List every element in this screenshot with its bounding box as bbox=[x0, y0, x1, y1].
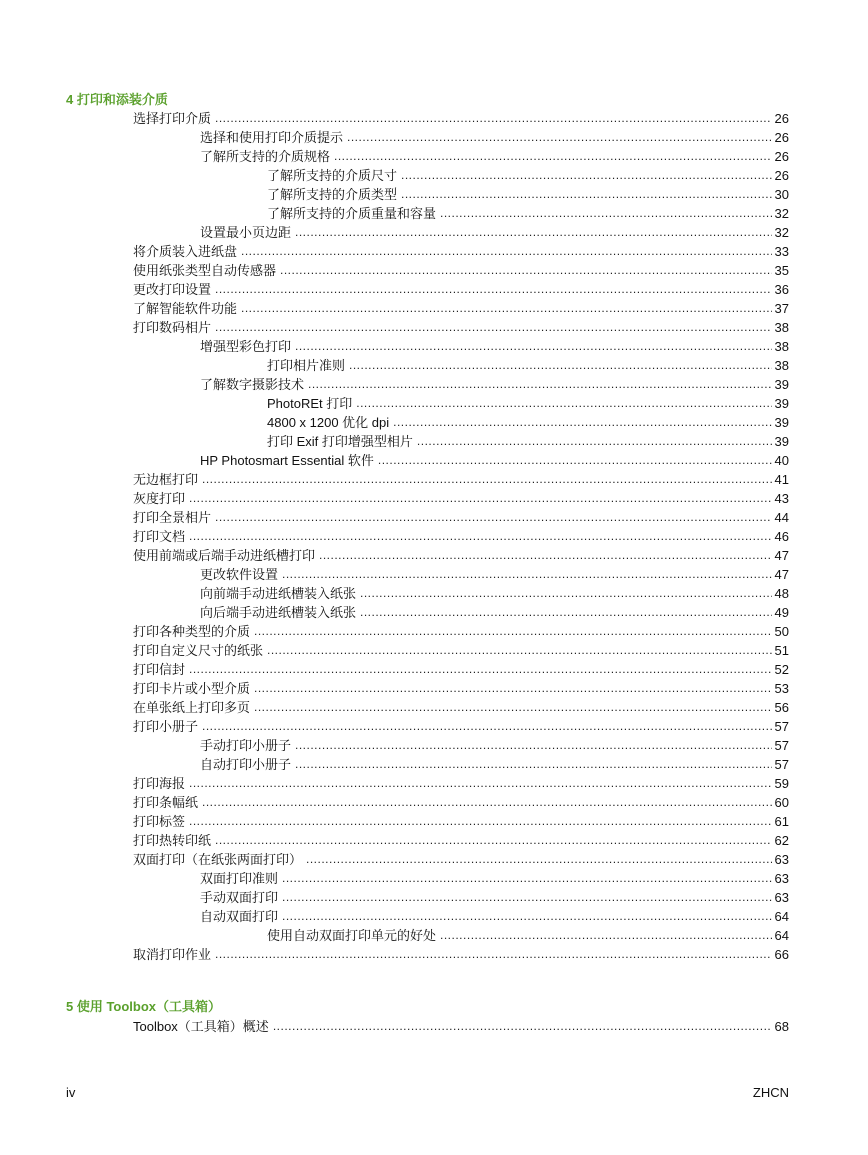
toc-entry[interactable] bbox=[267, 924, 789, 943]
chapter-4-heading: 4 打印和添装介质 bbox=[66, 92, 168, 107]
toc-entry-title: 无边框打印 bbox=[133, 472, 199, 487]
dot-leader bbox=[417, 434, 772, 449]
dot-leader bbox=[215, 510, 772, 525]
toc-entry-title: HP Photosmart Essential 软件 bbox=[200, 453, 374, 468]
dot-leader bbox=[319, 548, 772, 563]
toc-entry[interactable] bbox=[133, 677, 789, 696]
toc-entry-title: 了解所支持的介质尺寸 bbox=[267, 168, 398, 183]
toc-entry[interactable] bbox=[133, 829, 789, 848]
toc-entry[interactable] bbox=[133, 316, 789, 335]
toc-entry[interactable] bbox=[133, 1015, 789, 1034]
toc-entry-page: 35 bbox=[774, 263, 789, 278]
dot-leader bbox=[306, 852, 772, 867]
dot-leader bbox=[202, 472, 772, 487]
dot-leader bbox=[215, 320, 772, 335]
toc-entry[interactable] bbox=[133, 278, 789, 297]
toc-entry-page: 26 bbox=[774, 130, 789, 145]
toc-entry-page: 59 bbox=[774, 776, 789, 791]
dot-leader bbox=[401, 187, 772, 202]
dot-leader bbox=[202, 795, 772, 810]
toc-entry-title: 4800 x 1200 优化 dpi bbox=[267, 415, 390, 430]
toc-entry[interactable] bbox=[133, 658, 789, 677]
toc-entry[interactable] bbox=[267, 392, 789, 411]
dot-leader bbox=[241, 244, 772, 259]
toc-entry[interactable] bbox=[133, 259, 789, 278]
toc-entry-page: 26 bbox=[774, 168, 789, 183]
toc-entry[interactable] bbox=[200, 335, 789, 354]
dot-leader bbox=[356, 396, 771, 411]
toc-entry-title: 使用前端或后端手动进纸槽打印 bbox=[133, 548, 316, 563]
dot-leader bbox=[254, 624, 772, 639]
toc-entry-page: 46 bbox=[774, 529, 789, 544]
toc-entry[interactable] bbox=[200, 126, 789, 145]
toc-entry-page: 63 bbox=[774, 871, 789, 886]
toc-entry-page: 61 bbox=[774, 814, 789, 829]
toc-entry-title: 自动双面打印 bbox=[200, 909, 279, 924]
toc-entry[interactable] bbox=[133, 943, 789, 962]
toc-entry-title: 打印小册子 bbox=[133, 719, 199, 734]
toc-entry-title: 将介质装入进纸盘 bbox=[133, 244, 238, 259]
footer-locale: ZHCN bbox=[752, 1085, 789, 1100]
toc-entry-page: 39 bbox=[774, 377, 789, 392]
dot-leader bbox=[295, 738, 772, 753]
toc-entry-title: 了解智能软件功能 bbox=[133, 301, 238, 316]
toc-entry-title: 打印卡片或小型介质 bbox=[133, 681, 251, 696]
toc-entry-title: 了解所支持的介质类型 bbox=[267, 187, 398, 202]
toc-entry-page: 37 bbox=[774, 301, 789, 316]
dot-leader bbox=[189, 776, 772, 791]
toc-entry[interactable] bbox=[200, 449, 789, 468]
toc-entry-title: 双面打印（在纸张两面打印） bbox=[133, 852, 303, 867]
toc-entry[interactable] bbox=[200, 221, 789, 240]
toc-entry-title: 打印全景相片 bbox=[133, 510, 212, 525]
toc-entry-page: 57 bbox=[774, 738, 789, 753]
dot-leader bbox=[189, 491, 772, 506]
toc-entry-page: 57 bbox=[774, 719, 789, 734]
dot-leader bbox=[282, 890, 772, 905]
toc-entry[interactable] bbox=[133, 297, 789, 316]
dot-leader bbox=[360, 605, 772, 620]
toc-entry-page: 38 bbox=[774, 358, 789, 373]
dot-leader bbox=[254, 681, 772, 696]
dot-leader bbox=[215, 282, 772, 297]
toc-entry-title: 使用自动双面打印单元的好处 bbox=[267, 928, 437, 943]
dot-leader bbox=[401, 168, 772, 183]
toc-entry-page: 40 bbox=[774, 453, 789, 468]
dot-leader bbox=[282, 567, 772, 582]
toc-entry-title: 打印标签 bbox=[133, 814, 186, 829]
toc-entry-title: 打印数码相片 bbox=[133, 320, 212, 335]
toc-entry[interactable] bbox=[200, 145, 789, 164]
toc-entry-page: 66 bbox=[774, 947, 789, 962]
toc-entry-page: 56 bbox=[774, 700, 789, 715]
dot-leader bbox=[215, 947, 772, 962]
toc-entry-title: 自动打印小册子 bbox=[200, 757, 292, 772]
toc-entry-page: 38 bbox=[774, 339, 789, 354]
toc-entry[interactable] bbox=[133, 639, 789, 658]
dot-leader bbox=[282, 909, 772, 924]
dot-leader bbox=[295, 757, 772, 772]
toc-entry-page: 63 bbox=[774, 852, 789, 867]
toc-entry-page: 39 bbox=[774, 415, 789, 430]
dot-leader bbox=[440, 928, 772, 943]
dot-leader bbox=[280, 263, 772, 278]
dot-leader bbox=[267, 643, 772, 658]
toc-entry-page: 41 bbox=[774, 472, 789, 487]
toc-entry-title: PhotoREt 打印 bbox=[267, 396, 353, 411]
toc-entry-page: 62 bbox=[774, 833, 789, 848]
toc-entry-page: 30 bbox=[774, 187, 789, 202]
toc-entry[interactable] bbox=[133, 772, 789, 791]
toc-entry-title: 打印条幅纸 bbox=[133, 795, 199, 810]
toc-entry[interactable] bbox=[267, 354, 789, 373]
dot-leader bbox=[308, 377, 772, 392]
dot-leader bbox=[273, 1019, 772, 1034]
toc-entry-page: 57 bbox=[774, 757, 789, 772]
dot-leader bbox=[189, 814, 772, 829]
toc-entry-title: 选择和使用打印介质提示 bbox=[200, 130, 344, 145]
toc-entry-title: 灰度打印 bbox=[133, 491, 186, 506]
toc-entry-page: 43 bbox=[774, 491, 789, 506]
toc-entry-page: 51 bbox=[774, 643, 789, 658]
toc-entry[interactable] bbox=[267, 411, 789, 430]
toc-entry-title: 增强型彩色打印 bbox=[200, 339, 292, 354]
dot-leader bbox=[378, 453, 772, 468]
toc-entry-title: Toolbox（工具箱）概述 bbox=[133, 1019, 269, 1034]
toc-entry-page: 39 bbox=[774, 434, 789, 449]
footer-page-number: iv bbox=[66, 1085, 76, 1100]
toc-entry[interactable] bbox=[133, 791, 789, 810]
toc-entry-title: 双面打印准则 bbox=[200, 871, 279, 886]
toc-entry[interactable] bbox=[133, 544, 789, 563]
toc-entry-title: 设置最小页边距 bbox=[200, 225, 292, 240]
dot-leader bbox=[254, 700, 772, 715]
toc-entry[interactable] bbox=[133, 525, 789, 544]
toc-entry-page: 44 bbox=[774, 510, 789, 525]
toc-entry-title: 更改软件设置 bbox=[200, 567, 279, 582]
dot-leader bbox=[295, 339, 772, 354]
toc-entry-title: 了解所支持的介质规格 bbox=[200, 149, 331, 164]
toc-entry-page: 63 bbox=[774, 890, 789, 905]
toc-entry[interactable] bbox=[133, 487, 789, 506]
toc-entry-title: 打印文档 bbox=[133, 529, 186, 544]
toc-entry[interactable] bbox=[200, 753, 789, 772]
toc-entry[interactable] bbox=[133, 715, 789, 734]
toc-entry-title: 了解数字摄影技术 bbox=[200, 377, 305, 392]
toc-entry-page: 26 bbox=[774, 149, 789, 164]
toc-entry[interactable] bbox=[133, 240, 789, 259]
dot-leader bbox=[440, 206, 772, 221]
dot-leader bbox=[360, 586, 772, 601]
toc-entry-title: 向前端手动进纸槽装入纸张 bbox=[200, 586, 357, 601]
toc-entry-page: 50 bbox=[774, 624, 789, 639]
toc-entry-title: 打印海报 bbox=[133, 776, 186, 791]
toc-entry[interactable] bbox=[200, 734, 789, 753]
toc-entry[interactable] bbox=[267, 430, 789, 449]
toc-entry-page: 49 bbox=[774, 605, 789, 620]
toc-entry[interactable] bbox=[267, 164, 789, 183]
dot-leader bbox=[334, 149, 772, 164]
toc-entry-page: 64 bbox=[774, 909, 789, 924]
toc-entry-page: 47 bbox=[774, 548, 789, 563]
toc-entry-page: 32 bbox=[774, 206, 789, 221]
toc-entry[interactable] bbox=[267, 202, 789, 221]
toc-entry-page: 39 bbox=[774, 396, 789, 411]
toc-entry-title: 手动打印小册子 bbox=[200, 738, 292, 753]
toc-entry[interactable] bbox=[200, 886, 789, 905]
toc-entry-page: 33 bbox=[774, 244, 789, 259]
toc-entry-title: 选择打印介质 bbox=[133, 111, 212, 126]
dot-leader bbox=[215, 833, 772, 848]
toc-entry-page: 32 bbox=[774, 225, 789, 240]
toc-entry-page: 38 bbox=[774, 320, 789, 335]
toc-entry[interactable] bbox=[200, 563, 789, 582]
toc-entry-title: 更改打印设置 bbox=[133, 282, 212, 297]
toc-entry-title: 打印热转印纸 bbox=[133, 833, 212, 848]
dot-leader bbox=[349, 358, 772, 373]
toc-entry-page: 53 bbox=[774, 681, 789, 696]
toc-entry[interactable] bbox=[133, 506, 789, 525]
toc-entry-title: 打印各种类型的介质 bbox=[133, 624, 251, 639]
toc-entry-title: 了解所支持的介质重量和容量 bbox=[267, 206, 437, 221]
toc-entry-title: 使用纸张类型自动传感器 bbox=[133, 263, 277, 278]
toc-entry[interactable] bbox=[200, 601, 789, 620]
chapter-5-heading: 5 使用 Toolbox（工具箱） bbox=[66, 999, 222, 1014]
toc-entry-page: 60 bbox=[774, 795, 789, 810]
toc-entry-page: 48 bbox=[774, 586, 789, 601]
toc-entry-title: 打印信封 bbox=[133, 662, 186, 677]
toc-entry[interactable] bbox=[200, 373, 789, 392]
dot-leader bbox=[215, 111, 772, 126]
toc-entry[interactable] bbox=[133, 468, 789, 487]
dot-leader bbox=[202, 719, 772, 734]
toc-entry-title: 打印 Exif 打印增强型相片 bbox=[267, 434, 413, 449]
toc-entry[interactable] bbox=[200, 905, 789, 924]
toc-entry[interactable] bbox=[133, 848, 789, 867]
toc-entry[interactable] bbox=[133, 620, 789, 639]
toc-entry-title: 向后端手动进纸槽装入纸张 bbox=[200, 605, 357, 620]
toc-entry[interactable] bbox=[133, 107, 789, 126]
toc-entry-page: 47 bbox=[774, 567, 789, 582]
dot-leader bbox=[282, 871, 772, 886]
toc-entry[interactable] bbox=[267, 183, 789, 202]
toc-entry-title: 打印自定义尺寸的纸张 bbox=[133, 643, 264, 658]
dot-leader bbox=[347, 130, 772, 145]
toc-entry[interactable] bbox=[133, 696, 789, 715]
dot-leader bbox=[241, 301, 772, 316]
toc-entry-page: 26 bbox=[774, 111, 789, 126]
dot-leader bbox=[189, 662, 772, 677]
dot-leader bbox=[393, 415, 771, 430]
toc-entry-title: 在单张纸上打印多页 bbox=[133, 700, 251, 715]
dot-leader bbox=[295, 225, 772, 240]
toc-entry-page: 64 bbox=[774, 928, 789, 943]
dot-leader bbox=[189, 529, 772, 544]
toc-entry-page: 52 bbox=[774, 662, 789, 677]
toc-entry-title: 打印相片准则 bbox=[267, 358, 346, 373]
toc-entry[interactable] bbox=[200, 867, 789, 886]
toc-entry[interactable] bbox=[200, 582, 789, 601]
toc-entry-title: 取消打印作业 bbox=[133, 947, 212, 962]
toc-entry-title: 手动双面打印 bbox=[200, 890, 279, 905]
toc-entry[interactable] bbox=[133, 810, 789, 829]
toc-entry-page: 36 bbox=[774, 282, 789, 297]
toc-entry-page: 68 bbox=[774, 1019, 789, 1034]
